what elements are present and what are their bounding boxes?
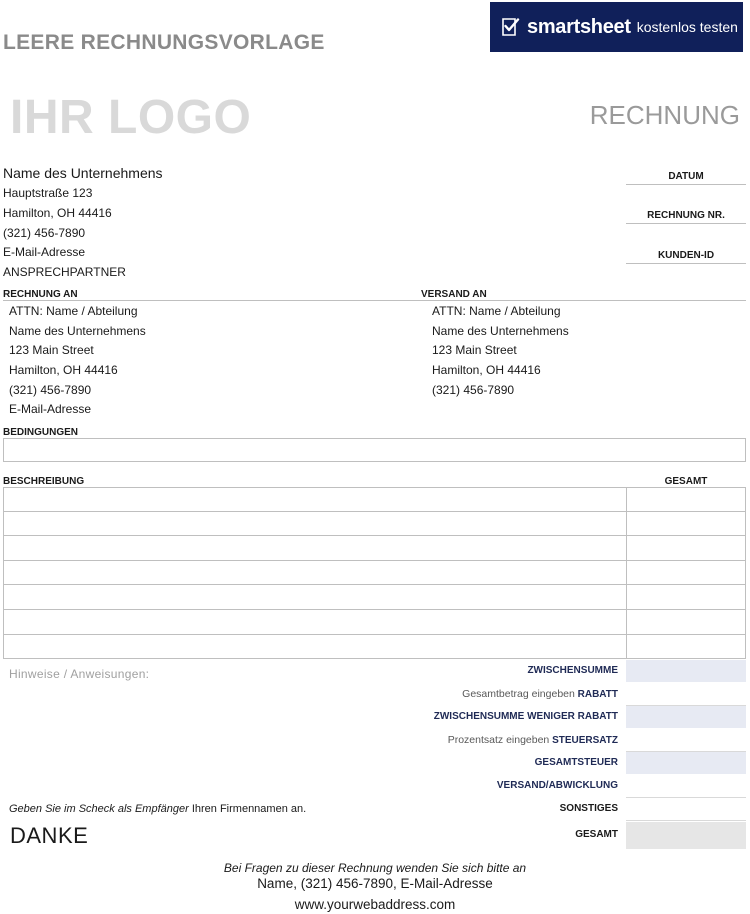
bill-to-line: E-Mail-Adresse [9,402,92,416]
other-value[interactable] [626,798,746,820]
table-row [3,585,746,610]
table-row [3,512,746,537]
bill-to-line: Hamilton, OH 44416 [9,363,118,377]
other-label [560,803,618,814]
bill-to-heading: RECHNUNG AN [3,289,78,300]
bill-to-line: 123 Main Street [9,343,94,357]
grand-total-value[interactable] [626,822,746,849]
customer-id-label: KUNDEN-ID [626,250,746,264]
ship-to-line: (321) 456-7890 [432,383,515,397]
table-row [3,561,746,586]
description-heading: BESCHREIBUNG [3,476,85,487]
description-cell[interactable] [3,584,626,610]
subtotal-label-text: ZWISCHENSUMME [527,665,618,676]
logo-placeholder: IHR LOGO [10,91,252,144]
other-label-text: SONSTIGES [559,803,618,814]
ship-to-line: 123 Main Street [432,343,517,357]
subtotal-less-discount-label [434,711,618,722]
amount-cell[interactable] [626,511,746,537]
tax-rate-value[interactable] [626,729,746,751]
table-row [3,610,746,635]
amount-cell[interactable] [626,535,746,561]
smartsheet-logo-icon [502,17,520,37]
tax-rate-label [448,734,618,746]
subtotal-label [527,665,618,676]
bill-to-line: Name des Unternehmens [9,324,146,338]
description-cell[interactable] [3,511,626,537]
ship-to-line: ATTN: Name / Abteilung [432,304,561,318]
subtotal-less-discount-text: ZWISCHENSUMME WENIGER RABATT [433,711,618,722]
discount-label-text: RABATT [577,689,618,700]
bill-to-line: ATTN: Name / Abteilung [9,304,138,318]
date-label: DATUM [626,171,746,185]
notes-label: Hinweise / Anweisungen: [9,667,150,681]
line-items-table [3,487,746,659]
ship-to-line: Name des Unternehmens [432,324,569,338]
description-cell[interactable] [3,634,626,660]
terms-field[interactable] [3,438,746,462]
company-email: E-Mail-Adresse [3,245,86,259]
amount-cell[interactable] [626,560,746,586]
subtotal-less-discount-value[interactable] [626,706,746,728]
grand-total-label [575,829,618,840]
footer-question: Bei Fragen zu dieser Rechnung wenden Sie sich bitte an [223,861,527,875]
terms-heading: BEDINGUNGEN [3,427,79,438]
description-cell[interactable] [3,487,626,512]
shipping-label-text: VERSAND/ABWICKLUNG [496,780,618,791]
footer-website[interactable]: www.yourwebaddress.com [294,897,456,912]
ship-to-line: Hamilton, OH 44416 [432,363,541,377]
check-note [9,803,306,815]
amount-cell[interactable] [626,634,746,660]
ship-to-heading: VERSAND AN [421,289,487,300]
total-tax-value[interactable] [626,752,746,774]
check-note-plain: Ihren Firmennamen an. [191,803,307,815]
grand-total-label-text: GESAMT [575,829,618,840]
subtotal-value[interactable] [626,660,746,682]
invoice-label: RECHNUNG [589,100,740,130]
tax-rate-hint: Prozentsatz eingeben [447,734,550,746]
banner-brand: smartsheet [527,15,631,38]
discount-value[interactable] [626,683,746,705]
total-tax-label [535,757,618,768]
amount-cell[interactable] [626,584,746,610]
bill-to-line: (321) 456-7890 [9,383,92,397]
smartsheet-banner[interactable] [490,2,743,52]
description-cell[interactable] [3,609,626,635]
amount-cell[interactable] [626,609,746,635]
total-tax-label-text: GESAMTSTEUER [534,757,618,768]
shipping-value[interactable] [626,775,746,797]
company-phone: (321) 456-7890 [3,226,86,240]
table-row [3,487,746,512]
company-name: Name des Unternehmens [3,165,163,181]
address-divider [3,300,746,301]
description-cell[interactable] [3,535,626,561]
shipping-label [497,780,618,791]
company-contact: ANSPRECHPARTNER [3,265,126,279]
company-street: Hauptstraße 123 [3,186,93,200]
tax-rate-label-text: STEUERSATZ [552,735,618,746]
company-city: Hamilton, OH 44416 [3,206,112,220]
discount-label [462,688,618,700]
discount-hint: Gesamtbetrag eingeben [462,688,575,700]
banner-cta: kostenlos testen [636,19,738,35]
amount-cell[interactable] [626,487,746,512]
document-title: LEERE RECHNUNGSVORLAGE [3,31,325,54]
check-note-italic: Geben Sie im Scheck als Empfänger [9,803,189,815]
thanks-text: DANKE [10,823,89,848]
other-rule [626,820,746,821]
footer-contact: Name, (321) 456-7890, E-Mail-Adresse [257,876,493,891]
table-row [3,536,746,561]
total-heading: GESAMT [664,476,708,487]
table-row [3,635,746,660]
description-cell[interactable] [3,560,626,586]
invoice-number-label: RECHNUNG NR. [626,210,746,224]
